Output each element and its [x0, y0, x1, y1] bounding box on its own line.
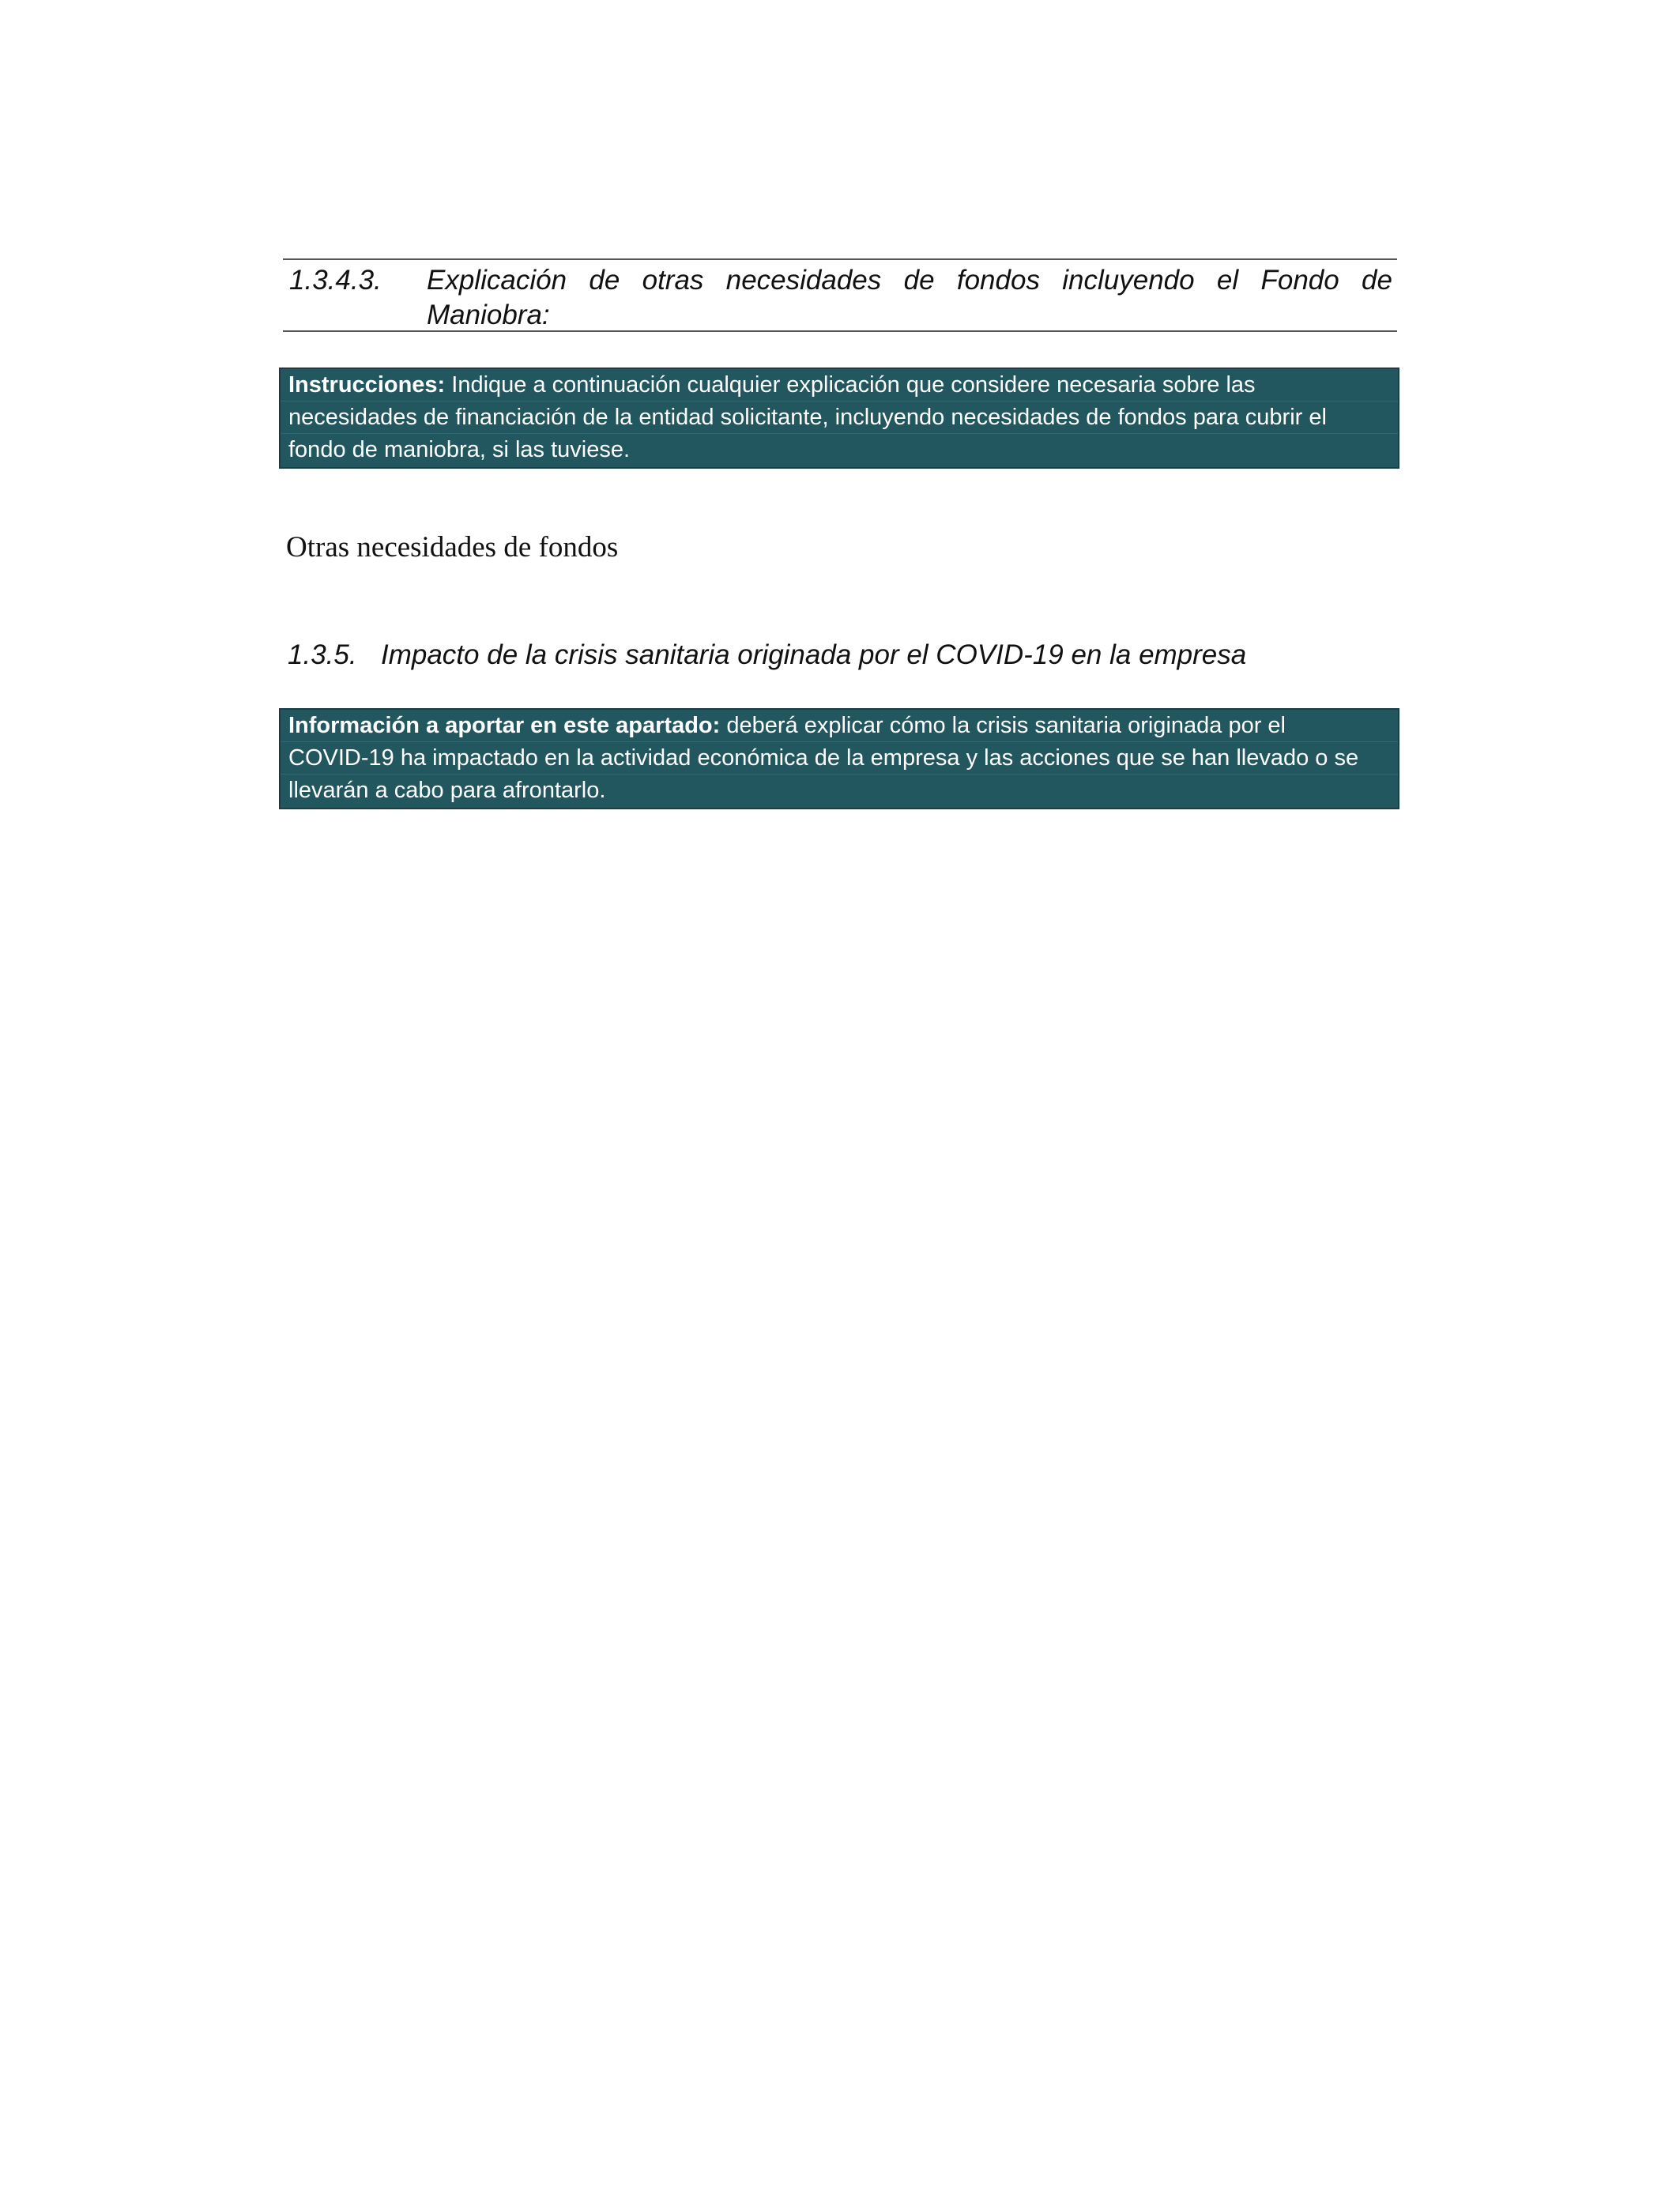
body-paragraph: Otras necesidades de fondos [286, 531, 619, 564]
section-title: Impacto de la crisis sanitaria originada por el COVID-19 en la empresa [381, 639, 1247, 670]
instructions-text: Indique a continuación cualquier explicación que considere necesaria sobre las [445, 372, 1256, 398]
section-heading-135 [288, 637, 1246, 673]
section-number: 1.3.5. [288, 639, 357, 670]
information-line: COVID-19 ha impactado en la actividad económica de la empresa y las acciones que se han llevado o se [281, 742, 1398, 775]
section-number: 1.3.4.3. [289, 265, 382, 296]
section-heading-1343 [283, 258, 1397, 332]
section-title-line1: Explicación de otras necesidades de fondos incluyendo el Fondo de [427, 265, 1392, 296]
information-label: Información a aportar en este apartado: [288, 713, 721, 738]
instructions-line: necesidades de financiación de la entidad solicitante, incluyendo necesidades de fondos para cubrir el [281, 401, 1398, 434]
information-line: llevarán a cabo para afrontarlo. [288, 778, 606, 803]
information-box [279, 708, 1399, 809]
information-text: deberá explicar cómo la crisis sanitaria originada por el [720, 713, 1286, 738]
information-line [281, 710, 1398, 742]
section-title [427, 263, 1392, 333]
instructions-label: Instrucciones: [288, 372, 446, 398]
instructions-line: fondo de maniobra, si las tuviese. [288, 437, 631, 462]
instructions-line [281, 369, 1398, 401]
section-title-line2: Maniobra: [427, 300, 550, 330]
instructions-box [279, 368, 1399, 469]
